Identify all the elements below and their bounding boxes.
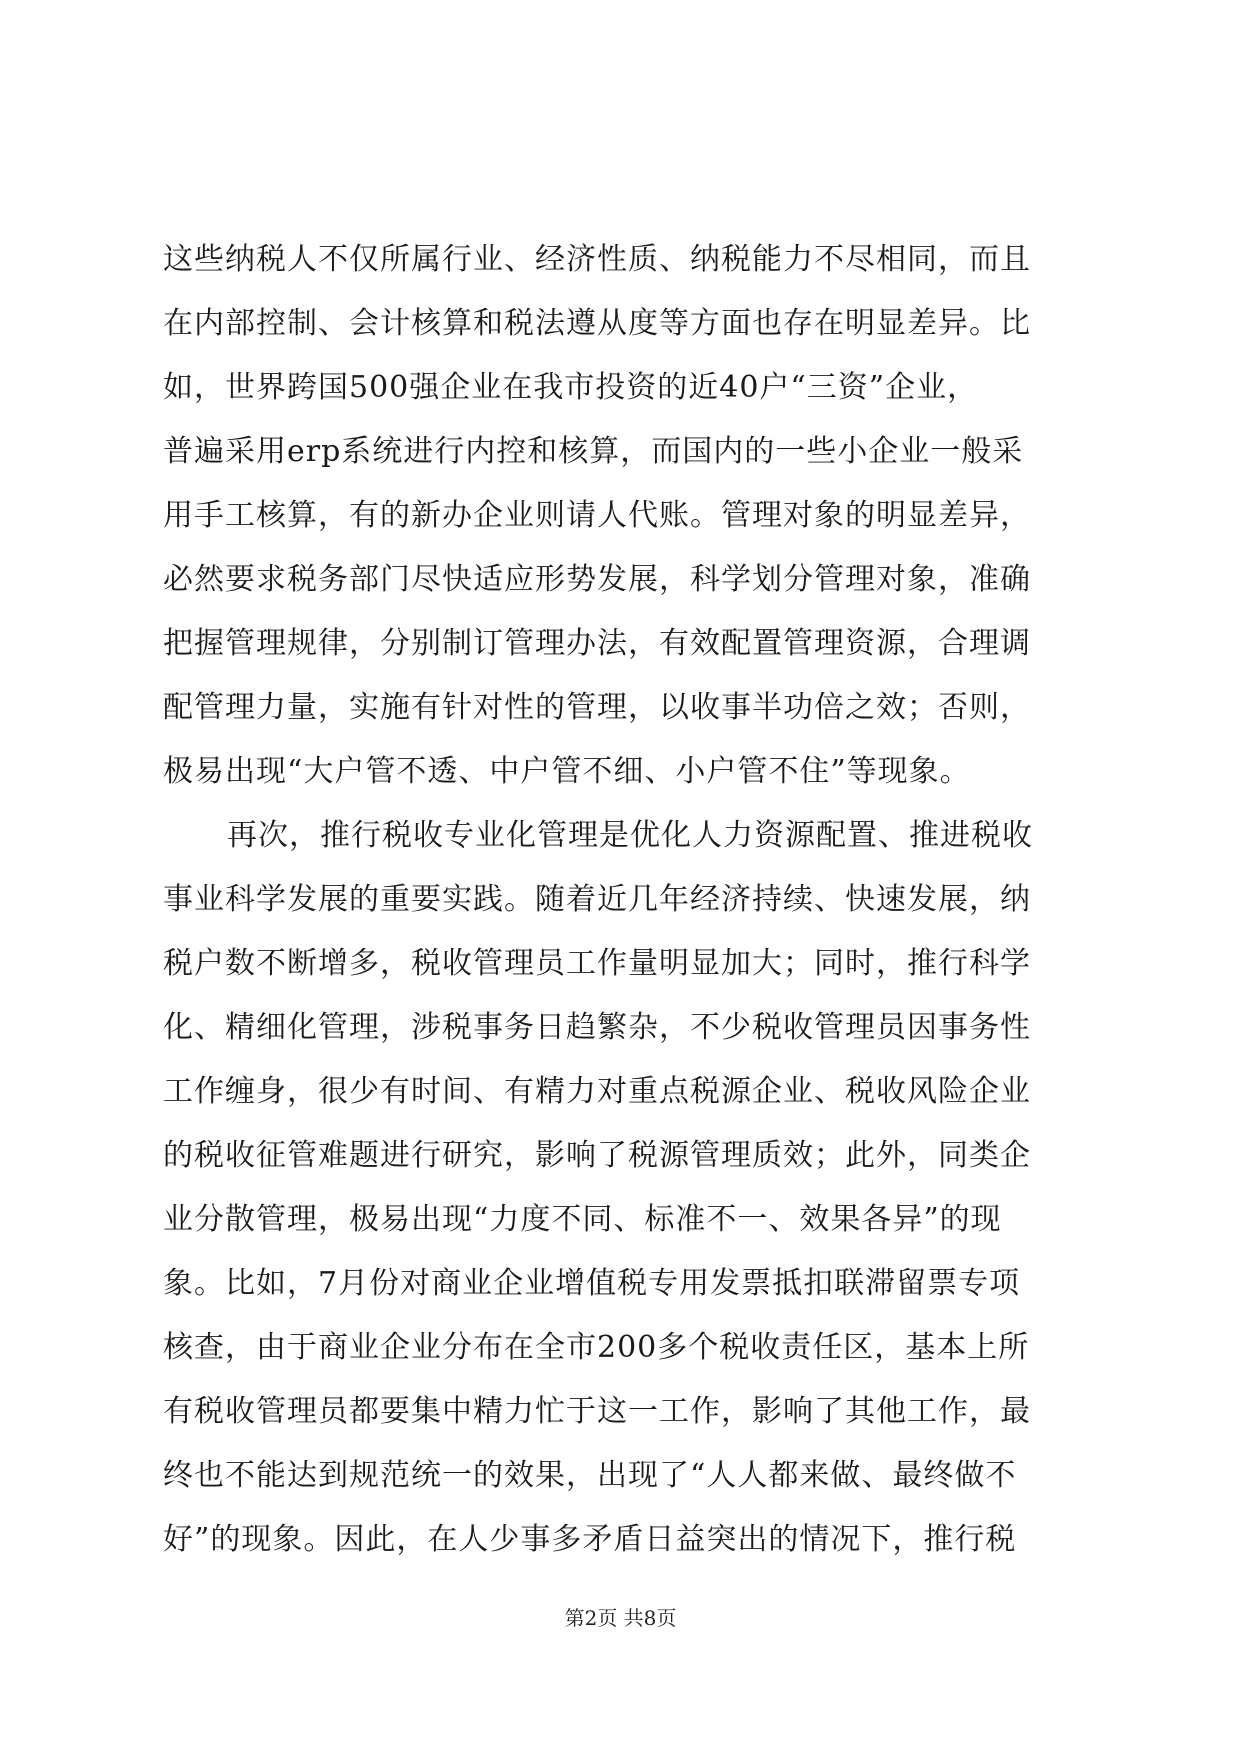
text-line: 用手工核算，有的新办企业则请人代账。管理对象的明显差异， [163,498,1031,533]
body-text [163,228,1083,1572]
text-line: 的税收征管难题进行研究，影响了税源管理质效；此外，同类企 [163,1138,1031,1173]
text-line: 如，世界跨国500强企业在我市投资的近40户“三资”企业， [163,370,979,405]
text-line: 终也不能达到规范统一的效果，出现了“人人都来做、最终做不 [163,1458,1017,1493]
text-line: 税户数不断增多，税收管理员工作量明显加大；同时，推行科学 [163,946,1031,981]
text-line: 必然要求税务部门尽快适应形势发展，科学划分管理对象，准确 [163,562,1031,597]
text-line: 事业科学发展的重要实践。随着近几年经济持续、快速发展，纳 [163,882,1031,917]
text-line: 普遍采用erp系统进行内控和核算，而国内的一些小企业一般采 [163,434,1024,469]
text-line: 把握管理规律，分别制订管理办法，有效配置管理资源，合理调 [163,626,1031,661]
text-line: 极易出现“大户管不透、中户管不细、小户管不住”等现象。 [163,754,971,789]
text-line: 化、精细化管理，涉税事务日趋繁杂，不少税收管理员因事务性 [163,1010,1031,1045]
text-line: 工作缠身，很少有时间、有精力对重点税源企业、税收风险企业 [163,1074,1031,1109]
paragraph-start-line: 再次，推行税收专业化管理是优化人力资源配置、推进税收 [227,818,1033,853]
text-line: 好”的现象。因此，在人少事多矛盾日益突出的情况下，推行税 [163,1522,1017,1557]
text-line: 在内部控制、会计核算和税法遵从度等方面也存在明显差异。比 [163,306,1031,341]
text-line: 配管理力量，实施有针对性的管理，以收事半功倍之效；否则， [163,690,1031,725]
text-line: 这些纳税人不仅所属行业、经济性质、纳税能力不尽相同，而且 [163,242,1031,277]
text-line: 象。比如，7月份对商业企业增值税专用发票抵扣联滞留票专项 [163,1266,1021,1301]
text-line: 有税收管理员都要集中精力忙于这一工作，影响了其他工作，最 [163,1394,1031,1429]
text-line: 核查，由于商业企业分布在全市200多个税收责任区，基本上所 [163,1330,1030,1365]
text-line: 业分散管理，极易出现“力度不同、标准不一、效果各异”的现 [163,1202,1002,1237]
page-footer: 第2页 共8页 [564,1606,677,1630]
